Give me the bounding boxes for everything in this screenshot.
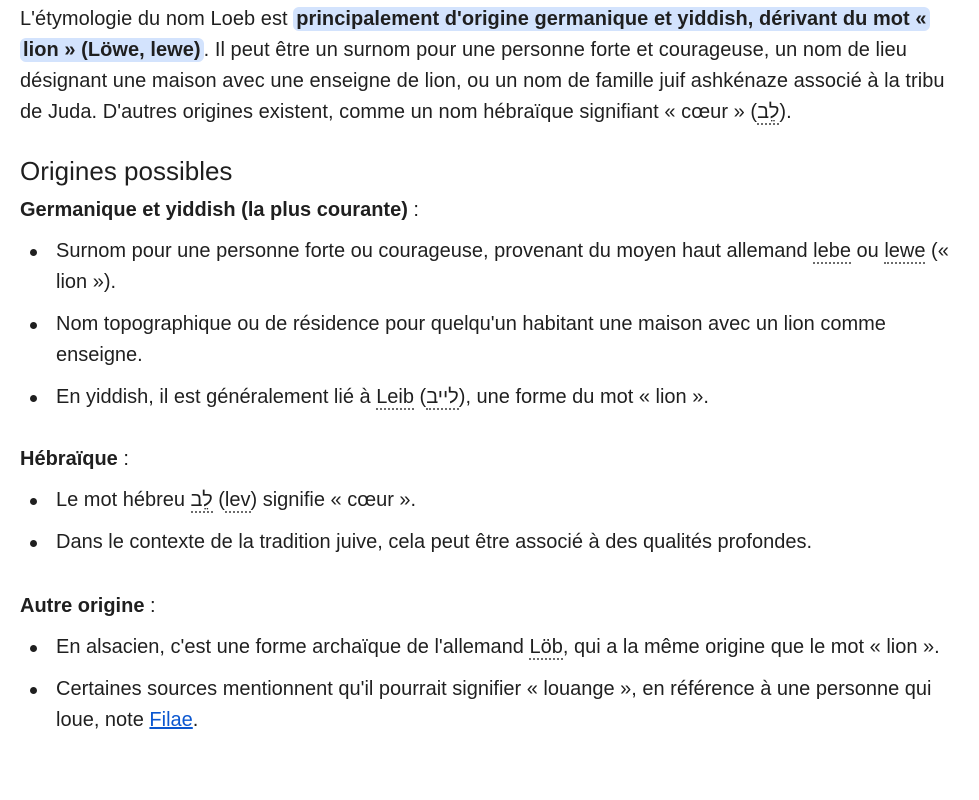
term-lob[interactable]: Löb bbox=[529, 636, 563, 658]
other-list bbox=[20, 632, 965, 736]
list-item-text: (« lion »). bbox=[56, 240, 949, 293]
list-item-text: Dans le contexte de la tradition juive, cela peut être associé à des qualités profondes. bbox=[56, 531, 813, 553]
germanic-list bbox=[20, 236, 965, 413]
filae-link[interactable]: Filae bbox=[149, 709, 193, 731]
hebrew-title-text: Hébraïque bbox=[20, 448, 118, 470]
list-item bbox=[20, 674, 965, 736]
list-item-text: Surnom pour une personne forte ou courageuse, provenant du moyen haut allemand bbox=[56, 240, 814, 262]
germanic-colon: : bbox=[407, 199, 419, 221]
term-lev-hebrew[interactable]: לֵב bbox=[190, 489, 213, 511]
list-item-text: ( bbox=[212, 489, 225, 511]
intro-text-end: ). bbox=[779, 101, 792, 123]
intro-hebrew-term[interactable]: לֵב bbox=[757, 101, 780, 123]
list-item-text: ), une forme du mot « lion ». bbox=[458, 386, 709, 408]
list-item bbox=[20, 485, 965, 516]
list-item-text: Certaines sources mentionnent qu'il pourrait signifier « louange », en référence à une personne qui loue, note bbox=[56, 678, 932, 731]
other-colon: : bbox=[144, 595, 156, 617]
list-item-text: ) signifie « cœur ». bbox=[250, 489, 417, 511]
other-title-text: Autre origine bbox=[20, 595, 145, 617]
list-item bbox=[20, 309, 965, 371]
germanic-title-text: Germanique et yiddish (la plus courante) bbox=[20, 199, 408, 221]
subsection-other-title bbox=[20, 592, 965, 620]
list-item-text: Le mot hébreu bbox=[56, 489, 191, 511]
subsection-hebrew-title bbox=[20, 445, 965, 473]
list-item-text: ( bbox=[414, 386, 427, 408]
list-item-text: En yiddish, il est généralement lié à bbox=[56, 386, 377, 408]
list-item-text: En alsacien, c'est une forme archaïque de l'allemand bbox=[56, 636, 530, 658]
intro-paragraph bbox=[20, 4, 965, 128]
intro-highlight: principalement d'origine germanique et yiddish, dérivant du mot « lion » (Löwe, lewe) bbox=[20, 7, 930, 62]
bullet-icon bbox=[30, 645, 37, 652]
hebrew-list bbox=[20, 485, 965, 558]
bullet-icon bbox=[30, 322, 37, 329]
bullet-icon bbox=[30, 687, 37, 694]
list-item bbox=[20, 236, 965, 298]
hebrew-colon: : bbox=[117, 448, 129, 470]
term-lebe[interactable]: lebe bbox=[813, 240, 851, 262]
bullet-icon bbox=[30, 249, 37, 256]
subsection-germanic-title bbox=[20, 196, 965, 224]
term-lewe[interactable]: lewe bbox=[884, 240, 926, 262]
list-item bbox=[20, 382, 965, 413]
term-lev[interactable]: lev bbox=[224, 489, 251, 511]
intro-text-middle: . Il peut être un surnom pour une personne forte et courageuse, un nom de lieu désignant une maison avec une enseigne de lion, ou un nom de famille juif ashkénaze associé à la tribu de Juda. D'autres origines existent, comme un nom hébraïque signifiant « cœur » ( bbox=[20, 39, 945, 123]
term-leib[interactable]: Leib bbox=[376, 386, 414, 408]
list-item-text: . bbox=[192, 709, 199, 731]
term-leib-hebrew[interactable]: לייב bbox=[426, 386, 459, 408]
section-heading: Origines possibles bbox=[20, 156, 233, 186]
list-item-text: , qui a la même origine que le mot « lion ». bbox=[562, 636, 940, 658]
bullet-icon bbox=[30, 498, 37, 505]
bullet-icon bbox=[30, 395, 37, 402]
list-item bbox=[20, 527, 965, 558]
list-item bbox=[20, 632, 965, 663]
list-item-text: ou bbox=[850, 240, 885, 262]
intro-text-start: L'étymologie du nom Loeb est bbox=[20, 8, 294, 30]
bullet-icon bbox=[30, 540, 37, 547]
list-item-text: Nom topographique ou de résidence pour quelqu'un habitant une maison avec un lion comme enseigne. bbox=[56, 313, 886, 366]
